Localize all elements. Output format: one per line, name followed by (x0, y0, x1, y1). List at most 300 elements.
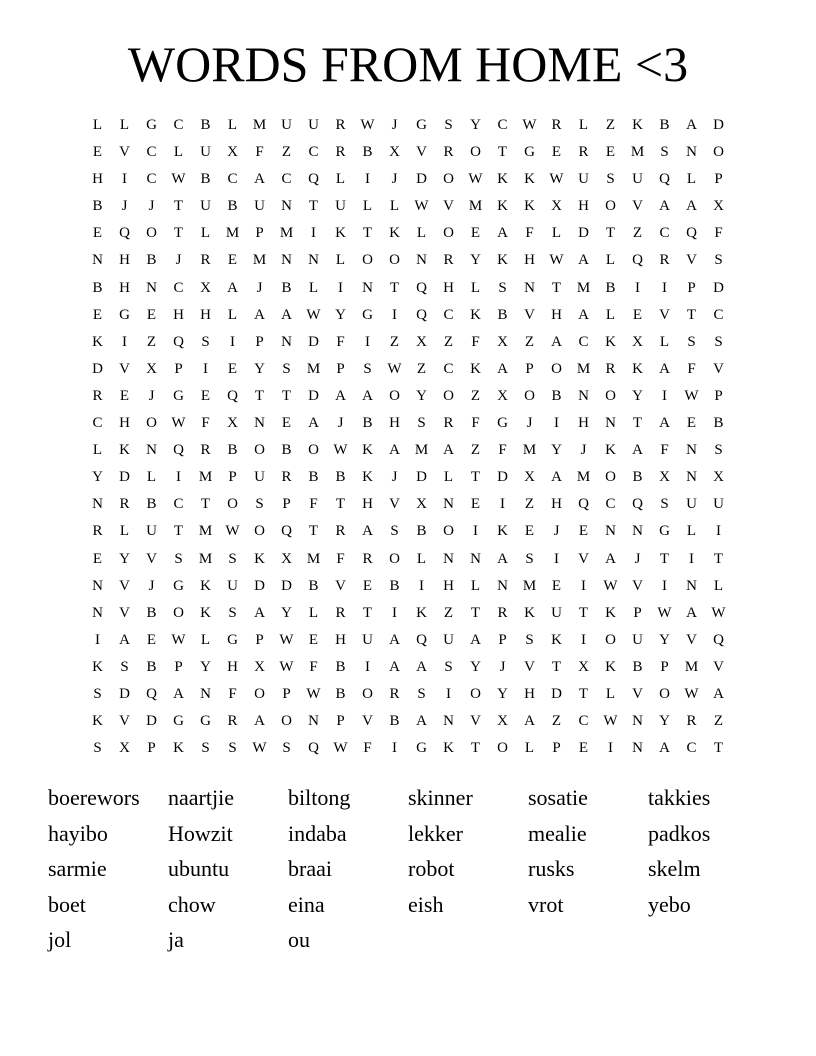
grid-cell: K (362, 469, 373, 486)
grid-cell: G (200, 713, 211, 730)
grid-cell: Q (146, 685, 157, 702)
grid-cell: E (362, 577, 373, 594)
grid-cell: B (146, 496, 157, 513)
grid-cell: S (714, 442, 723, 459)
grid-cell: A (497, 550, 508, 567)
grid-cell: Y (200, 658, 211, 675)
grid-cell: W (306, 685, 321, 702)
grid-cell: L (605, 306, 616, 323)
grid-cell: Y (551, 442, 562, 459)
grid-cell: Y (281, 604, 292, 621)
grid-row (84, 437, 732, 464)
grid-cell: V (524, 306, 535, 323)
grid-cell: T (470, 469, 481, 486)
word-list-item: boerewors (48, 785, 140, 810)
grid-cell: I (581, 631, 586, 648)
grid-cell: I (338, 279, 343, 296)
grid-cell: E (551, 144, 562, 161)
grid-cell: S (228, 604, 237, 621)
word-list (48, 780, 768, 958)
grid-cell: K (470, 306, 481, 323)
grid-cell: N (146, 442, 157, 459)
grid-cell: B (416, 523, 427, 540)
grid-cell: U (443, 631, 454, 648)
grid-cell: A (389, 631, 400, 648)
grid-cell: O (443, 225, 454, 242)
grid-cell: W (684, 387, 699, 404)
grid-row (84, 573, 732, 600)
grid-cell: H (524, 685, 535, 702)
grid-cell: K (470, 360, 481, 377)
grid-cell: X (524, 469, 535, 486)
grid-cell: B (146, 658, 157, 675)
grid-cell: P (498, 631, 507, 648)
grid-cell: E (632, 306, 643, 323)
grid-cell: E (92, 550, 103, 567)
grid-cell: N (524, 279, 535, 296)
grid-cell: Y (659, 631, 670, 648)
grid-cell: Z (416, 360, 427, 377)
word-list-item: ubuntu (168, 856, 230, 881)
grid-cell: M (576, 360, 591, 377)
grid-cell: R (281, 469, 292, 486)
grid-cell: B (362, 415, 373, 432)
grid-cell: I (716, 523, 721, 540)
grid-cell: Z (389, 333, 400, 350)
grid-cell: M (576, 279, 591, 296)
page-title: WORDS FROM HOME <3 (127, 36, 689, 92)
grid-cell: V (470, 713, 481, 730)
grid-cell: R (335, 604, 346, 621)
grid-cell: S (660, 496, 669, 513)
grid-cell: K (605, 658, 616, 675)
grid-cell: U (362, 631, 373, 648)
grid-row (84, 247, 732, 274)
grid-cell: S (201, 740, 210, 757)
grid-cell: S (525, 631, 534, 648)
grid-cell: H (119, 279, 130, 296)
grid-cell: A (443, 442, 454, 459)
grid-cell: H (551, 496, 562, 513)
grid-cell: A (497, 360, 508, 377)
grid-cell: O (254, 442, 265, 459)
grid-cell: X (200, 279, 211, 296)
grid-cell: K (173, 740, 184, 757)
grid-cell: O (173, 604, 184, 621)
grid-cell: F (336, 550, 345, 567)
grid-cell: V (119, 713, 130, 730)
grid-cell: O (443, 171, 454, 188)
grid-cell: O (227, 496, 238, 513)
grid-cell: A (254, 604, 265, 621)
grid-cell: A (659, 740, 670, 757)
grid-row (84, 600, 732, 627)
grid-cell: W (333, 442, 348, 459)
grid-cell: N (200, 685, 211, 702)
grid-cell: O (713, 144, 724, 161)
grid-cell: K (632, 117, 643, 133)
grid-cell: K (524, 604, 535, 621)
grid-cell: T (173, 225, 184, 242)
grid-cell: X (632, 333, 643, 350)
grid-cell: I (608, 740, 613, 757)
grid-cell: V (524, 658, 535, 675)
grid-cell: V (389, 496, 400, 513)
grid-cell: Q (173, 333, 184, 350)
grid-row (84, 302, 732, 329)
grid-cell: T (686, 306, 697, 323)
grid-cell: P (714, 387, 723, 404)
grid-cell: X (497, 713, 508, 730)
grid-cell: P (255, 225, 264, 242)
grid-cell: T (632, 415, 643, 432)
grid-cell: X (416, 333, 427, 350)
grid-cell: L (416, 225, 427, 242)
grid-cell: R (92, 387, 103, 404)
grid-cell: T (389, 279, 400, 296)
grid-cell: B (362, 144, 373, 161)
grid-cell: N (443, 550, 454, 567)
word-list-item: sosatie (528, 785, 588, 810)
grid-cell: F (201, 415, 210, 432)
grid-row (84, 708, 732, 735)
grid-cell: G (659, 523, 670, 540)
grid-cell: Q (416, 279, 427, 296)
grid-cell: W (360, 117, 375, 133)
grid-cell: G (173, 387, 184, 404)
grid-cell: J (148, 577, 155, 594)
grid-cell: D (416, 171, 427, 188)
grid-cell: K (497, 523, 508, 540)
grid-cell: R (578, 144, 589, 161)
grid-cell: U (713, 496, 724, 513)
grid-cell: P (228, 469, 237, 486)
grid-cell: Z (605, 117, 616, 133)
grid-cell: V (578, 550, 589, 567)
grid-cell: H (92, 171, 103, 188)
grid-cell: M (522, 442, 537, 459)
grid-cell: V (119, 144, 130, 161)
grid-cell: R (443, 415, 454, 432)
grid-cell: U (146, 523, 157, 540)
grid-row (84, 112, 732, 139)
grid-cell: V (713, 658, 724, 675)
grid-cell: A (713, 685, 724, 702)
grid-cell: A (281, 306, 292, 323)
grid-cell: U (254, 198, 265, 215)
grid-cell: K (254, 550, 265, 567)
grid-cell: X (281, 550, 292, 567)
word-list-item: padkos (648, 820, 711, 846)
grid-cell: A (470, 631, 481, 648)
word-list-item: skelm (648, 856, 701, 881)
grid-cell: Y (497, 685, 508, 702)
grid-cell: A (578, 306, 589, 323)
grid-cell: Q (173, 442, 184, 459)
grid-cell: P (282, 685, 291, 702)
grid-cell: B (308, 469, 319, 486)
grid-cell: M (225, 225, 240, 242)
grid-cell: C (146, 171, 157, 188)
grid-cell: I (554, 550, 559, 567)
grid-cell: H (335, 631, 346, 648)
word-list-item: indaba (288, 820, 347, 846)
grid-cell: E (200, 387, 211, 404)
grid-cell: A (659, 360, 670, 377)
grid-cell: E (686, 415, 697, 432)
grid-cell: L (389, 198, 400, 215)
grid-cell: E (227, 360, 238, 377)
grid-cell: A (389, 658, 400, 675)
grid-cell: S (363, 360, 372, 377)
grid-cell: H (524, 252, 535, 269)
grid-cell: A (119, 631, 130, 648)
grid-cell: T (308, 198, 319, 215)
grid-cell: D (146, 713, 157, 730)
grid-cell: C (281, 171, 292, 188)
grid-cell: N (281, 198, 292, 215)
grid-cell: R (362, 550, 373, 567)
grid-cell: Z (551, 713, 562, 730)
grid-cell: U (632, 171, 643, 188)
grid-cell: Q (119, 225, 130, 242)
grid-cell: M (306, 550, 321, 567)
grid-cell: K (200, 577, 211, 594)
grid-cell: T (173, 523, 184, 540)
grid-cell: S (174, 550, 183, 567)
grid-cell: X (713, 469, 724, 486)
grid-cell: O (605, 631, 616, 648)
grid-cell: B (497, 306, 508, 323)
grid-cell: Z (443, 604, 454, 621)
grid-cell: B (632, 658, 643, 675)
grid-cell: F (363, 740, 372, 757)
grid-cell: O (308, 442, 319, 459)
grid-cell: O (443, 387, 454, 404)
grid-cell: K (335, 225, 346, 242)
grid-cell: U (227, 577, 238, 594)
grid-cell: T (713, 740, 724, 757)
grid-cell: W (171, 415, 186, 432)
grid-row (84, 383, 732, 410)
grid-cell: S (444, 658, 453, 675)
word-list-item: naartjie (168, 785, 234, 810)
grid-cell: L (416, 550, 427, 567)
grid-cell: L (524, 740, 535, 757)
grid-cell: E (281, 415, 292, 432)
grid-cell: R (389, 685, 400, 702)
grid-cell: X (389, 144, 400, 161)
grid-cell: U (281, 117, 292, 133)
grid-cell: W (279, 658, 294, 675)
grid-cell: P (255, 631, 264, 648)
grid-cell: W (549, 252, 564, 269)
grid-cell: X (713, 198, 724, 215)
grid-cell: K (497, 252, 508, 269)
grid-cell: H (119, 415, 130, 432)
grid-cell: I (203, 360, 208, 377)
grid-cell: I (662, 279, 667, 296)
grid-cell: G (173, 577, 184, 594)
grid-cell: C (173, 117, 184, 133)
grid-cell: I (365, 171, 370, 188)
grid-cell: N (308, 713, 319, 730)
grid-cell: L (551, 225, 562, 242)
grid-cell: Y (254, 360, 265, 377)
grid-cell: Q (416, 631, 427, 648)
grid-cell: V (632, 577, 643, 594)
grid-cell: J (391, 469, 398, 486)
grid-cell: S (93, 685, 102, 702)
grid-cell: M (414, 442, 429, 459)
grid-cell: W (171, 631, 186, 648)
grid-cell: V (119, 604, 130, 621)
grid-cell: C (443, 306, 454, 323)
grid-cell: M (198, 523, 213, 540)
grid-cell: Y (632, 387, 643, 404)
grid-cell: V (713, 360, 724, 377)
grid-cell: Q (227, 387, 238, 404)
grid-cell: I (581, 577, 586, 594)
grid-cell: W (603, 577, 618, 594)
grid-cell: X (254, 658, 265, 675)
grid-cell: P (174, 658, 183, 675)
grid-cell: I (635, 279, 640, 296)
grid-cell: C (686, 740, 697, 757)
grid-cell: T (335, 496, 346, 513)
grid-cell: U (335, 198, 346, 215)
grid-cell: U (686, 496, 697, 513)
grid-cell: D (308, 387, 319, 404)
grid-cell: D (308, 333, 319, 350)
grid-cell: L (146, 469, 157, 486)
grid-cell: P (714, 171, 723, 188)
grid-cell: T (497, 144, 508, 161)
grid-cell: V (686, 631, 697, 648)
grid-cell: P (174, 360, 183, 377)
grid-cell: L (470, 577, 481, 594)
grid-cell: B (281, 279, 292, 296)
grid-row (84, 491, 732, 518)
grid-cell: B (335, 658, 346, 675)
grid-cell: V (335, 577, 346, 594)
grid-cell: P (660, 658, 669, 675)
grid-cell: F (660, 442, 669, 459)
grid-cell: S (714, 333, 723, 350)
grid-cell: O (146, 415, 157, 432)
grid-cell: A (308, 415, 319, 432)
grid-cell: B (605, 279, 616, 296)
grid-cell: X (146, 360, 157, 377)
grid-cell: J (256, 279, 263, 296)
word-list-item: yebo (648, 891, 691, 917)
grid-cell: L (227, 117, 238, 133)
grid-cell: U (254, 469, 265, 486)
grid-cell: P (525, 360, 534, 377)
grid-cell: E (92, 306, 103, 323)
grid-row (84, 464, 732, 491)
grid-cell: X (497, 387, 508, 404)
grid-cell: F (498, 442, 507, 459)
grid-cell: Z (470, 442, 481, 459)
grid-cell: Q (713, 631, 724, 648)
grid-cell: L (686, 171, 697, 188)
grid-cell: G (173, 713, 184, 730)
grid-cell: R (335, 117, 346, 133)
grid-cell: D (713, 279, 724, 296)
grid-cell: D (713, 117, 724, 133)
grid-cell: W (306, 306, 321, 323)
word-list-item: skinner (408, 785, 473, 810)
word-list-item: lekker (408, 820, 463, 846)
grid-cell: A (686, 198, 697, 215)
word-list-item: robot (408, 856, 455, 881)
grid-cell: R (335, 144, 346, 161)
grid-cell: I (500, 496, 505, 513)
grid-cell: P (633, 604, 642, 621)
grid-cell: A (497, 225, 508, 242)
grid-cell: N (416, 252, 427, 269)
grid-cell: F (687, 360, 696, 377)
grid-cell: J (553, 523, 560, 540)
grid-cell: G (497, 415, 508, 432)
grid-cell: S (498, 279, 507, 296)
grid-cell: T (578, 604, 589, 621)
grid-cell: U (632, 631, 643, 648)
grid-cell: B (281, 442, 292, 459)
grid-row (84, 518, 732, 545)
grid-cell: I (95, 631, 100, 648)
grid-cell: W (684, 685, 699, 702)
grid-cell: V (659, 306, 670, 323)
grid-cell: U (551, 604, 562, 621)
grid-cell: H (227, 658, 238, 675)
grid-row (84, 681, 732, 708)
grid-cell: G (416, 740, 427, 757)
grid-cell: I (446, 685, 451, 702)
grid-cell: L (605, 685, 616, 702)
grid-cell: O (389, 252, 400, 269)
grid-cell: V (119, 577, 130, 594)
grid-cell: W (333, 740, 348, 757)
grid-row (84, 735, 732, 762)
grid-cell: S (390, 523, 399, 540)
grid-row (84, 654, 732, 681)
grid-cell: K (605, 333, 616, 350)
grid-cell: Q (281, 523, 292, 540)
grid-cell: J (148, 198, 155, 215)
grid-cell: E (470, 496, 481, 513)
word-list-item: takkies (648, 785, 711, 810)
grid-cell: C (659, 225, 670, 242)
grid-cell: M (198, 469, 213, 486)
grid-cell: A (254, 306, 265, 323)
grid-cell: O (659, 685, 670, 702)
grid-cell: S (201, 333, 210, 350)
grid-cell: N (605, 523, 616, 540)
grid-cell: R (119, 496, 130, 513)
grid-row (84, 275, 732, 302)
grid-cell: R (335, 523, 346, 540)
grid-cell: M (252, 117, 267, 133)
grid-cell: T (551, 658, 562, 675)
grid-cell: N (443, 496, 454, 513)
grid-cell: S (417, 685, 426, 702)
grid-cell: L (173, 144, 184, 161)
grid-cell: C (497, 117, 508, 133)
grid-cell: H (362, 496, 373, 513)
grid-cell: Q (578, 496, 589, 513)
